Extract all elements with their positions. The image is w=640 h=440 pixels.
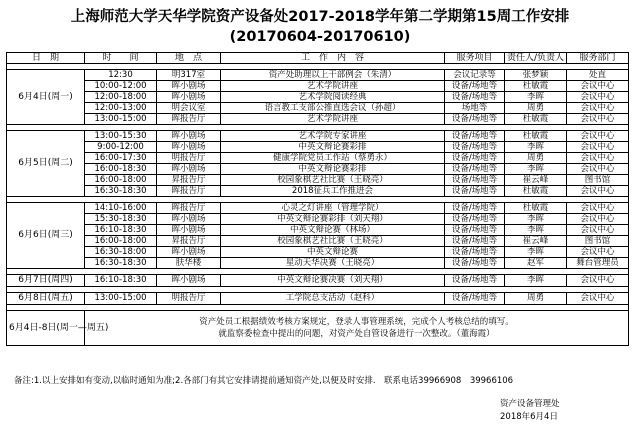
cell-dept: 会议中心 xyxy=(567,214,629,225)
header-person: 责任人/负责人 xyxy=(505,53,567,64)
weekly-row xyxy=(7,311,629,346)
cell-time: 16:00-18:30 xyxy=(85,164,157,175)
cell-dept: 会议中心 xyxy=(567,81,629,92)
cell-dept: 舞台管理员 xyxy=(567,258,629,269)
cell-time: 10:00-12:00 xyxy=(85,81,157,92)
cell-person: 赵军 xyxy=(505,258,567,269)
table-row xyxy=(7,164,629,175)
cell-person: 杜敏霞 xyxy=(505,81,567,92)
cell-service: 设备/场地等 xyxy=(445,203,505,214)
cell-service: 设备/场地等 xyxy=(445,81,505,92)
cell-service: 设备/场地等 xyxy=(445,186,505,197)
cell-service: 会议记录等 xyxy=(445,70,505,81)
cell-date: 6月4日(周一) xyxy=(7,70,85,125)
cell-content: 中英文辩论赛 xyxy=(221,247,445,258)
table-row xyxy=(7,131,629,142)
cell-dept: 会议中心 xyxy=(567,203,629,214)
cell-person: 杜敏霞 xyxy=(505,203,567,214)
cell-time: 16:10-18:30 xyxy=(85,225,157,236)
cell-place: 晖报告厅 xyxy=(157,203,221,214)
cell-content: 健康学院党员工作站（蔡勇永） xyxy=(221,153,445,164)
cell-content: 中英文辩论赛彩排 xyxy=(221,164,445,175)
cell-content: 艺术学院讲座 xyxy=(221,114,445,125)
header-date: 日 期 xyxy=(7,53,85,64)
signature-org: 资产设备管理处 xyxy=(500,399,560,409)
weekly-task-2: 就监察委检查中提出的问题，对资产处自管设备进行一次整改。（董海霞） xyxy=(218,329,495,339)
cell-content: 工学院总支活动（赵科） xyxy=(221,293,445,305)
table-row xyxy=(7,92,629,103)
cell-place: 晖小剧场 xyxy=(157,142,221,153)
cell-place: 明报告厅 xyxy=(157,153,221,164)
cell-place: 明会议室 xyxy=(157,103,221,114)
header-dept: 服务部门 xyxy=(567,53,629,64)
cell-content: 校园象棋艺社比赛（王晓亮） xyxy=(221,236,445,247)
cell-person: 杜敏霞 xyxy=(505,131,567,142)
cell-content: 校园象棋艺社比赛（王晓亮） xyxy=(221,175,445,186)
cell-place: 昇报告厅 xyxy=(157,175,221,186)
cell-content: 艺术学院专家讲座 xyxy=(221,131,445,142)
cell-person: 李晖 xyxy=(505,214,567,225)
table-row xyxy=(7,70,629,81)
cell-person: 杜敏霞 xyxy=(505,114,567,125)
cell-place: 晖小剧场 xyxy=(157,92,221,103)
cell-place: 晖小剧场 xyxy=(157,225,221,236)
cell-service: 设备/场地等 xyxy=(445,175,505,186)
cell-place: 肤华楼 xyxy=(157,258,221,269)
cell-person: 李晖 xyxy=(505,247,567,258)
header-service: 服务项目 xyxy=(445,53,505,64)
cell-service: 设备/场地等 xyxy=(445,131,505,142)
cell-time: 16:30-18:30 xyxy=(85,258,157,269)
cell-dept: 图书馆 xyxy=(567,175,629,186)
cell-service: 设备/场地等 xyxy=(445,247,505,258)
cell-time: 12:30 xyxy=(85,70,157,81)
table-row xyxy=(7,214,629,225)
cell-dept: 会议中心 xyxy=(567,293,629,305)
cell-time: 16:30-18:30 xyxy=(85,186,157,197)
cell-service: 设备/场地等 xyxy=(445,225,505,236)
cell-person: 李晖 xyxy=(505,275,567,287)
table-row xyxy=(7,186,629,197)
cell-dept: 会议中心 xyxy=(567,247,629,258)
weekly-task-1: 资产处员工根据绩效考核方案规定，登录人事管理系统，完成个人考核总结的填写。 xyxy=(199,317,514,327)
cell-service: 设备/场地等 xyxy=(445,164,505,175)
cell-service: 设备/场地等 xyxy=(445,275,505,287)
cell-place: 晖小剧场 xyxy=(157,164,221,175)
cell-date: 6月5日(周二) xyxy=(7,131,85,197)
cell-content: 心灵之灯讲座（管理学院） xyxy=(221,203,445,214)
cell-place: 晖小剧场 xyxy=(157,81,221,92)
cell-place: 晖小剧场 xyxy=(157,247,221,258)
table-row xyxy=(7,293,629,305)
cell-time: 16:30-18:00 xyxy=(85,247,157,258)
cell-dept: 会议中心 xyxy=(567,131,629,142)
cell-service: 设备/场地等 xyxy=(445,142,505,153)
cell-service: 设备/场地等 xyxy=(445,293,505,305)
cell-time: 12:00-18:00 xyxy=(85,92,157,103)
header-place: 地 点 xyxy=(157,53,221,64)
cell-service: 设备/场地等 xyxy=(445,236,505,247)
cell-dept: 会议中心 xyxy=(567,153,629,164)
cell-place: 晖报告厅 xyxy=(157,186,221,197)
cell-place: 晖小剧场 xyxy=(157,275,221,287)
cell-content: 2018征兵工作推进会 xyxy=(221,186,445,197)
cell-dept: 图书馆 xyxy=(567,236,629,247)
cell-service: 设备/场地等 xyxy=(445,214,505,225)
cell-content: 中英文辩论赛彩排 xyxy=(221,142,445,153)
page-title: 上海师范大学天华学院资产设备处2017-2018学年第二学期第15周工作安排 xyxy=(70,9,570,25)
table-row xyxy=(7,225,629,236)
cell-place: 明317室 xyxy=(157,70,221,81)
cell-date: 6月7日(周四) xyxy=(7,275,85,287)
table-header-row xyxy=(7,53,629,64)
cell-content: 语言教工支部公推直选会议（孙超） xyxy=(221,103,445,114)
table-row xyxy=(7,153,629,164)
cell-person: 李晖 xyxy=(505,164,567,175)
table-row xyxy=(7,103,629,114)
cell-time: 14:10-16:00 xyxy=(85,203,157,214)
cell-content: 星动天华决赛（王晓亮） xyxy=(221,258,445,269)
cell-content: 中英文辩论赛（林场） xyxy=(221,225,445,236)
cell-content: 中英文辩论赛决赛（刘天翔） xyxy=(221,275,445,287)
cell-time: 15:30-18:30 xyxy=(85,214,157,225)
cell-time: 16:00-17:30 xyxy=(85,153,157,164)
cell-time: 9:00-12:00 xyxy=(85,142,157,153)
cell-place: 晖小剧场 xyxy=(157,131,221,142)
cell-weekly-content xyxy=(85,311,629,346)
cell-service: 设备/场地等 xyxy=(445,114,505,125)
header-content: 工 作 内 容 xyxy=(221,53,445,64)
table-row xyxy=(7,258,629,269)
cell-person: 周勇 xyxy=(505,153,567,164)
cell-dept: 会议中心 xyxy=(567,103,629,114)
cell-place: 晖报告厅 xyxy=(157,114,221,125)
cell-weekly-date: 6月4日-8日(周一—周五) xyxy=(7,311,85,346)
cell-dept: 会议中心 xyxy=(567,92,629,103)
footnote: 备注:1.以上安排如有变动,以临时通知为准;2.各部门有其它安排请提前通知资产处,以便及时安排. 联系电话39966908 39966106 xyxy=(14,376,514,386)
signature-date: 2018年6月4日 xyxy=(500,412,558,422)
table-row xyxy=(7,247,629,258)
cell-time: 13:00-15:00 xyxy=(85,293,157,305)
table-row xyxy=(7,142,629,153)
table-row xyxy=(7,175,629,186)
cell-dept: 会议中心 xyxy=(567,275,629,287)
cell-time: 16:10-18:30 xyxy=(85,275,157,287)
cell-date: 6月6日(周三) xyxy=(7,203,85,269)
cell-person: 李晖 xyxy=(505,92,567,103)
cell-service: 设备/场地等 xyxy=(445,92,505,103)
cell-service: 场地等 xyxy=(445,103,505,114)
cell-person: 李晖 xyxy=(505,225,567,236)
cell-content: 中英文辩论赛彩排（刘天翔） xyxy=(221,214,445,225)
cell-person: 崔云峰 xyxy=(505,236,567,247)
cell-person: 周勇 xyxy=(505,103,567,114)
table-row xyxy=(7,275,629,287)
page-subtitle: (20170604-20170610) xyxy=(229,29,411,45)
cell-time: 12:00-13:00 xyxy=(85,103,157,114)
cell-place: 明报告厅 xyxy=(157,293,221,305)
table-row xyxy=(7,203,629,214)
table-row xyxy=(7,81,629,92)
cell-time: 16:00-18:00 xyxy=(85,236,157,247)
cell-place: 昇报告厅 xyxy=(157,236,221,247)
cell-person: 李晖 xyxy=(505,142,567,153)
cell-content: 艺术学院讲座 xyxy=(221,81,445,92)
cell-person: 周勇 xyxy=(505,293,567,305)
cell-person: 张梦颖 xyxy=(505,70,567,81)
cell-place: 晖小剧场 xyxy=(157,214,221,225)
cell-service: 设备/场地等 xyxy=(445,258,505,269)
cell-person: 崔云峰 xyxy=(505,175,567,186)
table-row xyxy=(7,236,629,247)
cell-content: 艺术学院阅读经典 xyxy=(221,92,445,103)
cell-time: 13:00-15:00 xyxy=(85,114,157,125)
cell-dept: 会议中心 xyxy=(567,186,629,197)
table-row xyxy=(7,114,629,125)
cell-dept: 会议中心 xyxy=(567,114,629,125)
cell-dept: 会议中心 xyxy=(567,164,629,175)
cell-date: 6月8日(周五) xyxy=(7,293,85,305)
schedule-table xyxy=(6,52,629,346)
cell-dept: 会议中心 xyxy=(567,142,629,153)
cell-person: 杜敏霞 xyxy=(505,186,567,197)
cell-time: 16:00-18:00 xyxy=(85,175,157,186)
cell-dept: 处直 xyxy=(567,70,629,81)
cell-dept: 会议中心 xyxy=(567,225,629,236)
cell-content: 资产处助理以上干部例会（朱清） xyxy=(221,70,445,81)
cell-time: 13:00-15:30 xyxy=(85,131,157,142)
cell-service: 设备/场地等 xyxy=(445,153,505,164)
header-time: 时 间 xyxy=(85,53,157,64)
